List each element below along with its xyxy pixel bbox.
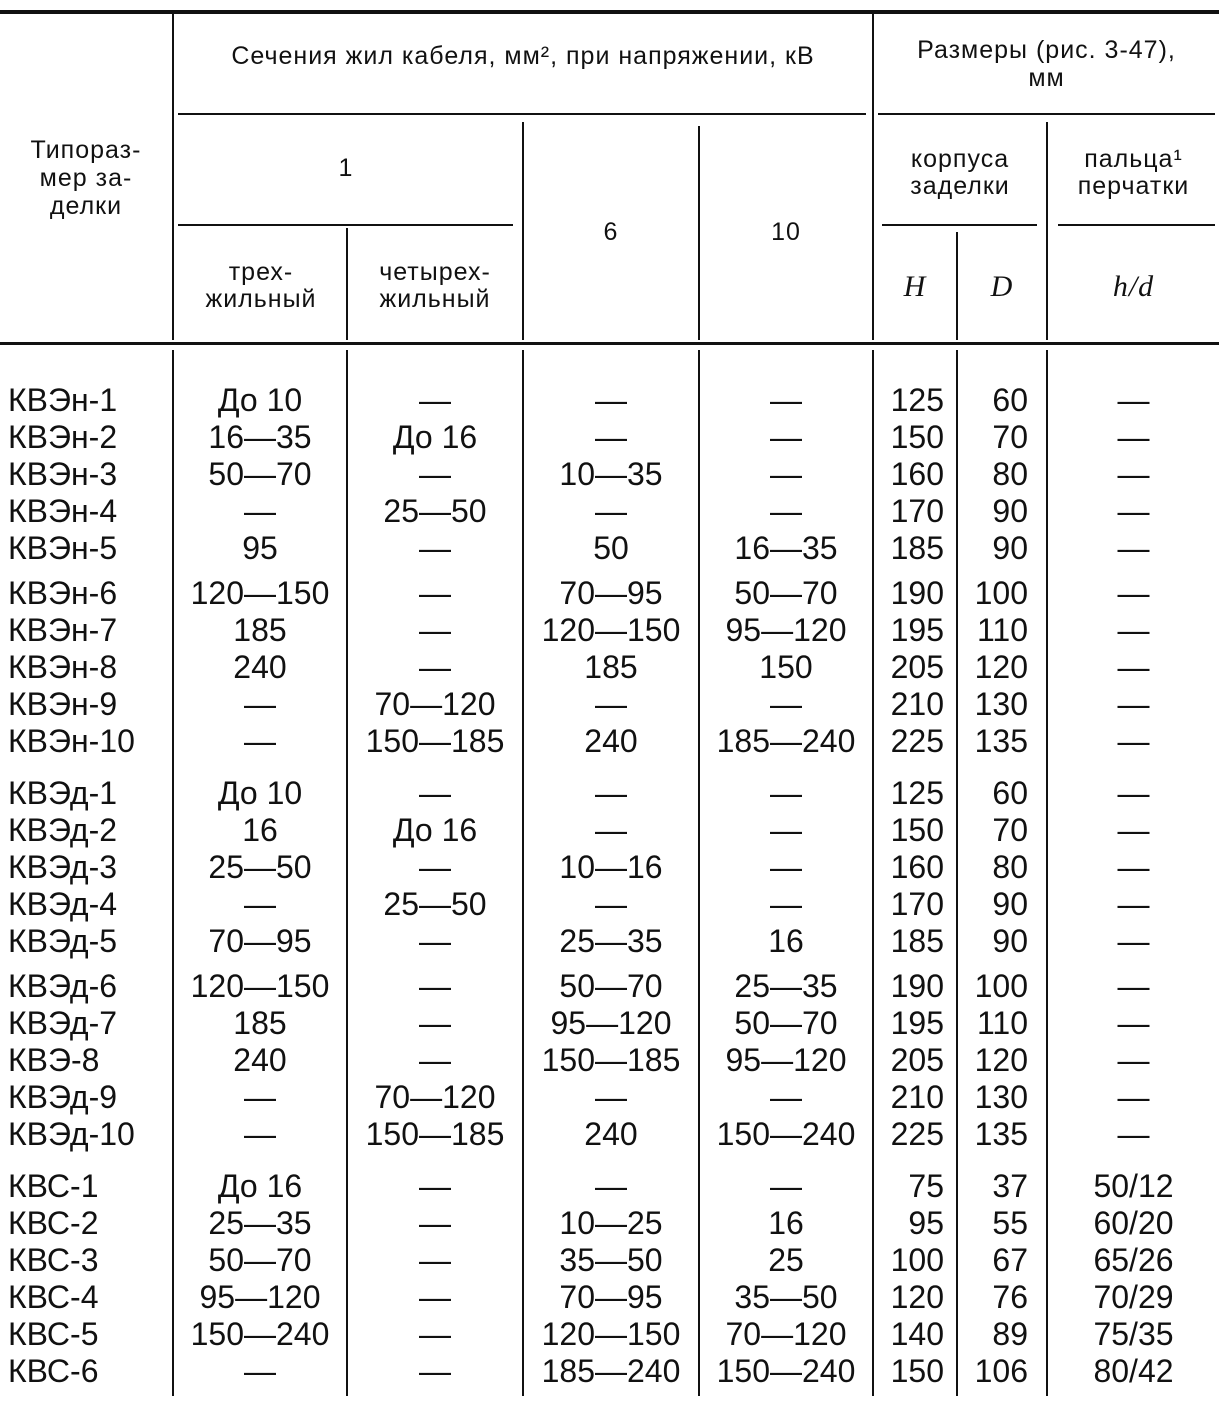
d-cell: 60	[992, 775, 1028, 811]
d-cell: 90	[992, 530, 1028, 566]
three-core-cell: —	[244, 1353, 276, 1389]
h-cell: 150	[890, 812, 944, 848]
four-core-cell: —	[419, 775, 451, 811]
kv6-cell: 185	[584, 649, 638, 685]
hd-cell: —	[1117, 686, 1150, 722]
height-symbol: H	[903, 270, 927, 303]
kv10-cell: 16	[768, 923, 804, 959]
kv6-cell: 95—120	[550, 1005, 672, 1041]
kv10-cell: 150—240	[716, 1116, 856, 1152]
h-cell: 120	[890, 1279, 944, 1315]
kv10-cell: —	[770, 1079, 802, 1115]
type-cell: КВЭн-9	[8, 686, 118, 722]
three-core-cell: 185	[233, 1005, 287, 1041]
four-core-cell: —	[419, 1005, 451, 1041]
hd-cell: 60/20	[1093, 1205, 1174, 1241]
kv10-cell: 16—35	[734, 530, 838, 566]
three-core-cell: 25—35	[208, 1205, 312, 1241]
d-cell: 70	[992, 419, 1028, 455]
d-cell: 89	[992, 1316, 1028, 1352]
kv10-cell: —	[770, 419, 802, 455]
d-cell: 90	[992, 923, 1028, 959]
h-cell: 225	[890, 723, 944, 759]
kv6-cell: 10—25	[559, 1205, 663, 1241]
kv6-cell: 35—50	[559, 1242, 663, 1278]
four-core-cell: —	[419, 1242, 451, 1278]
h-cell: 225	[890, 1116, 944, 1152]
kv10-cell: 16	[768, 1205, 804, 1241]
hd-cell: —	[1117, 575, 1150, 611]
three-core-cell: 25—50	[208, 849, 312, 885]
h-cell: 125	[890, 775, 944, 811]
kv10-cell: 185—240	[716, 723, 856, 759]
hd-cell: —	[1117, 419, 1150, 455]
kv6-cell: 120—150	[541, 612, 681, 648]
kv6-cell: —	[595, 1168, 627, 1204]
type-cell: КВС-3	[8, 1242, 99, 1278]
four-core-cell: 25—50	[383, 493, 487, 529]
body-dimensions-header: корпуса заделки	[910, 145, 1010, 200]
d-cell: 120	[974, 1042, 1028, 1078]
h-cell: 160	[890, 456, 944, 492]
rule-under-sizes-title	[878, 113, 1215, 115]
d-cell: 90	[992, 493, 1028, 529]
three-core-cell: —	[244, 493, 276, 529]
type-cell: КВЭд-5	[8, 923, 118, 959]
kv6-cell: 10—35	[559, 456, 663, 492]
header-vline	[172, 12, 174, 340]
type-column-header: Типораз- мер за- делки	[30, 136, 142, 220]
four-core-cell: До 16	[392, 812, 478, 848]
kv6-cell: 25—35	[559, 923, 663, 959]
type-cell: КВС-4	[8, 1279, 99, 1315]
type-cell: КВЭн-6	[8, 575, 118, 611]
h-cell: 190	[890, 575, 944, 611]
three-core-cell: 50—70	[208, 456, 312, 492]
three-core-cell: До 10	[217, 382, 303, 418]
four-core-cell: —	[419, 1042, 451, 1078]
h-cell: 170	[890, 886, 944, 922]
type-cell: КВС-1	[8, 1168, 99, 1204]
type-cell: КВС-2	[8, 1205, 99, 1241]
hd-cell: —	[1117, 649, 1150, 685]
kv10-cell: 95—120	[725, 612, 847, 648]
type-cell: КВЭд-4	[8, 886, 118, 922]
type-cell: КВЭ-8	[8, 1042, 100, 1078]
d-cell: 60	[992, 382, 1028, 418]
voltage-1-header: 1	[338, 154, 354, 182]
hd-cell: —	[1117, 1116, 1150, 1152]
h-cell: 185	[890, 923, 944, 959]
d-cell: 100	[974, 968, 1028, 1004]
rule-under-voltage-1	[178, 224, 513, 226]
four-core-cell: —	[419, 1205, 451, 1241]
hd-cell: —	[1117, 612, 1150, 648]
h-cell: 205	[890, 1042, 944, 1078]
kv10-cell: —	[770, 775, 802, 811]
type-cell: КВС-6	[8, 1353, 99, 1389]
hd-cell: —	[1117, 456, 1150, 492]
kv6-cell: —	[595, 493, 627, 529]
rule-under-finger-title	[1058, 224, 1215, 226]
three-core-cell: —	[244, 1116, 276, 1152]
kv10-cell: 50—70	[734, 1005, 838, 1041]
type-cell: КВЭн-1	[8, 382, 118, 418]
type-cell: КВЭн-3	[8, 456, 118, 492]
three-core-cell: —	[244, 686, 276, 722]
kv10-cell: 70—120	[725, 1316, 847, 1352]
three-core-cell: —	[244, 1079, 276, 1115]
h-cell: 150	[890, 419, 944, 455]
header-bottom-rule	[0, 342, 1219, 345]
four-core-cell: —	[419, 456, 451, 492]
three-core-cell: 16—35	[208, 419, 312, 455]
sizes-header: Размеры (рис. 3-47), мм	[917, 36, 1176, 92]
type-cell: КВЭн-5	[8, 530, 118, 566]
kv10-cell: 50—70	[734, 575, 838, 611]
type-cell: КВЭд-1	[8, 775, 118, 811]
three-core-cell: 240	[233, 649, 287, 685]
h-cell: 205	[890, 649, 944, 685]
hd-cell: 70/29	[1093, 1279, 1174, 1315]
d-cell: 67	[992, 1242, 1028, 1278]
kv6-cell: 240	[584, 1116, 638, 1152]
four-core-cell: —	[419, 968, 451, 1004]
three-core-cell: 50—70	[208, 1242, 312, 1278]
three-core-cell: До 10	[217, 775, 303, 811]
type-cell: КВЭн-8	[8, 649, 118, 685]
d-cell: 130	[974, 686, 1028, 722]
d-cell: 100	[974, 575, 1028, 611]
kv10-cell: 35—50	[734, 1279, 838, 1315]
d-cell: 80	[992, 456, 1028, 492]
rule-under-body-title	[882, 224, 1037, 226]
d-cell: 130	[974, 1079, 1028, 1115]
hd-cell: —	[1117, 968, 1150, 1004]
three-core-cell: —	[244, 723, 276, 759]
d-cell: 37	[992, 1168, 1028, 1204]
d-cell: 135	[974, 723, 1028, 759]
four-core-cell: —	[419, 575, 451, 611]
kv10-cell: —	[770, 812, 802, 848]
d-cell: 135	[974, 1116, 1028, 1152]
d-cell: 80	[992, 849, 1028, 885]
hd-cell: 65/26	[1093, 1242, 1174, 1278]
four-core-cell: —	[419, 530, 451, 566]
type-cell: КВЭн-10	[8, 723, 135, 759]
kv6-cell: —	[595, 382, 627, 418]
three-core-cell: 185	[233, 612, 287, 648]
kv10-cell: —	[770, 456, 802, 492]
kv10-cell: —	[770, 493, 802, 529]
d-cell: 110	[976, 612, 1028, 648]
four-core-cell: —	[419, 1279, 451, 1315]
kv6-cell: 10—16	[559, 849, 663, 885]
four-core-cell: —	[419, 382, 451, 418]
hd-cell: —	[1117, 812, 1150, 848]
finger-size-symbol: h/d	[1112, 270, 1155, 303]
three-core-cell: —	[244, 886, 276, 922]
kv6-cell: 240	[584, 723, 638, 759]
three-core-cell: 240	[233, 1042, 287, 1078]
kv10-cell: 95—120	[725, 1042, 847, 1078]
kv6-cell: 120—150	[541, 1316, 681, 1352]
d-cell: 106	[974, 1353, 1028, 1389]
type-cell: КВЭн-7	[8, 612, 118, 648]
voltage-6-header: 6	[603, 218, 619, 246]
type-cell: КВЭн-4	[8, 493, 118, 529]
kv10-cell: —	[770, 886, 802, 922]
type-cell: КВЭн-2	[8, 419, 118, 455]
three-core-cell: 120—150	[190, 575, 330, 611]
hd-cell: —	[1117, 775, 1150, 811]
kv10-cell: 150	[759, 649, 813, 685]
hd-cell: —	[1117, 1079, 1150, 1115]
top-rule	[0, 10, 1219, 14]
kv6-cell: 150—185	[541, 1042, 681, 1078]
h-cell: 185	[890, 530, 944, 566]
hd-cell: —	[1117, 723, 1150, 759]
kv6-cell: 70—95	[559, 575, 663, 611]
h-cell: 125	[890, 382, 944, 418]
diameter-symbol: D	[990, 270, 1014, 303]
three-core-cell: 95—120	[199, 1279, 321, 1315]
four-core-cell: —	[419, 612, 451, 648]
h-cell: 100	[890, 1242, 944, 1278]
h-cell: 210	[890, 1079, 944, 1115]
kv10-cell: —	[770, 382, 802, 418]
four-core-cell: —	[419, 1316, 451, 1352]
four-core-cell: До 16	[392, 419, 478, 455]
four-core-cell: —	[419, 649, 451, 685]
d-cell: 120	[974, 649, 1028, 685]
type-cell: КВС-5	[8, 1316, 99, 1352]
type-cell: КВЭд-7	[8, 1005, 118, 1041]
kv10-cell: —	[770, 686, 802, 722]
kv6-cell: —	[595, 812, 627, 848]
three-core-cell: 120—150	[190, 968, 330, 1004]
type-cell: КВЭд-2	[8, 812, 118, 848]
d-cell: 76	[992, 1279, 1028, 1315]
four-core-cell: —	[419, 1353, 451, 1389]
three-core-cell: До 16	[217, 1168, 303, 1204]
d-cell: 70	[992, 812, 1028, 848]
four-core-cell: —	[419, 1168, 451, 1204]
kv6-cell: —	[595, 775, 627, 811]
kv10-cell: 25	[768, 1242, 804, 1278]
rule-under-sections-title	[178, 113, 866, 115]
kv10-cell: —	[770, 1168, 802, 1204]
kv6-cell: 185—240	[541, 1353, 681, 1389]
type-cell: КВЭд-3	[8, 849, 118, 885]
hd-cell: 75/35	[1093, 1316, 1174, 1352]
kv6-cell: —	[595, 1079, 627, 1115]
hd-cell: 80/42	[1093, 1353, 1174, 1389]
hd-cell: —	[1117, 849, 1150, 885]
type-cell: КВЭд-10	[8, 1116, 135, 1152]
four-core-cell: 70—120	[374, 1079, 496, 1115]
h-cell: 190	[890, 968, 944, 1004]
hd-cell: —	[1117, 1042, 1150, 1078]
four-core-cell: 150—185	[365, 1116, 505, 1152]
kv6-cell: 50	[593, 530, 629, 566]
kv6-cell: —	[595, 419, 627, 455]
type-cell: КВЭд-6	[8, 968, 118, 1004]
d-cell: 55	[992, 1205, 1028, 1241]
h-cell: 210	[890, 686, 944, 722]
h-cell: 150	[890, 1353, 944, 1389]
hd-cell: —	[1117, 530, 1150, 566]
three-core-header: трех- жильный	[205, 258, 317, 313]
h-cell: 75	[908, 1168, 944, 1204]
type-cell: КВЭд-9	[8, 1079, 118, 1115]
hd-cell: 50/12	[1093, 1168, 1174, 1204]
kv6-cell: —	[595, 686, 627, 722]
hd-cell: —	[1117, 1005, 1150, 1041]
h-cell: 95	[908, 1205, 944, 1241]
sections-header: Сечения жил кабеля, мм², при напряжении, кВ	[231, 42, 815, 70]
three-core-cell: 150—240	[190, 1316, 330, 1352]
kv6-cell: —	[595, 886, 627, 922]
kv6-cell: 50—70	[559, 968, 663, 1004]
finger-dimensions-header: пальца¹ перчатки	[1077, 145, 1190, 200]
h-cell: 195	[890, 1005, 944, 1041]
four-core-cell: 25—50	[383, 886, 487, 922]
h-cell: 195	[890, 612, 944, 648]
four-core-cell: 150—185	[365, 723, 505, 759]
hd-cell: —	[1117, 493, 1150, 529]
hd-cell: —	[1117, 382, 1150, 418]
kv10-cell: —	[770, 849, 802, 885]
three-core-cell: 70—95	[208, 923, 312, 959]
kv10-cell: 150—240	[716, 1353, 856, 1389]
h-cell: 160	[890, 849, 944, 885]
d-cell: 90	[992, 886, 1028, 922]
three-core-cell: 16	[242, 812, 278, 848]
hd-cell: —	[1117, 886, 1150, 922]
h-cell: 170	[890, 493, 944, 529]
kv6-cell: 70—95	[559, 1279, 663, 1315]
voltage-10-header: 10	[771, 218, 801, 246]
three-core-cell: 95	[242, 530, 278, 566]
kv10-cell: 25—35	[734, 968, 838, 1004]
four-core-cell: 70—120	[374, 686, 496, 722]
h-cell: 140	[890, 1316, 944, 1352]
four-core-cell: —	[419, 923, 451, 959]
d-cell: 110	[976, 1005, 1028, 1041]
four-core-cell: —	[419, 849, 451, 885]
four-core-header: четырех- жильный	[379, 258, 491, 313]
hd-cell: —	[1117, 923, 1150, 959]
